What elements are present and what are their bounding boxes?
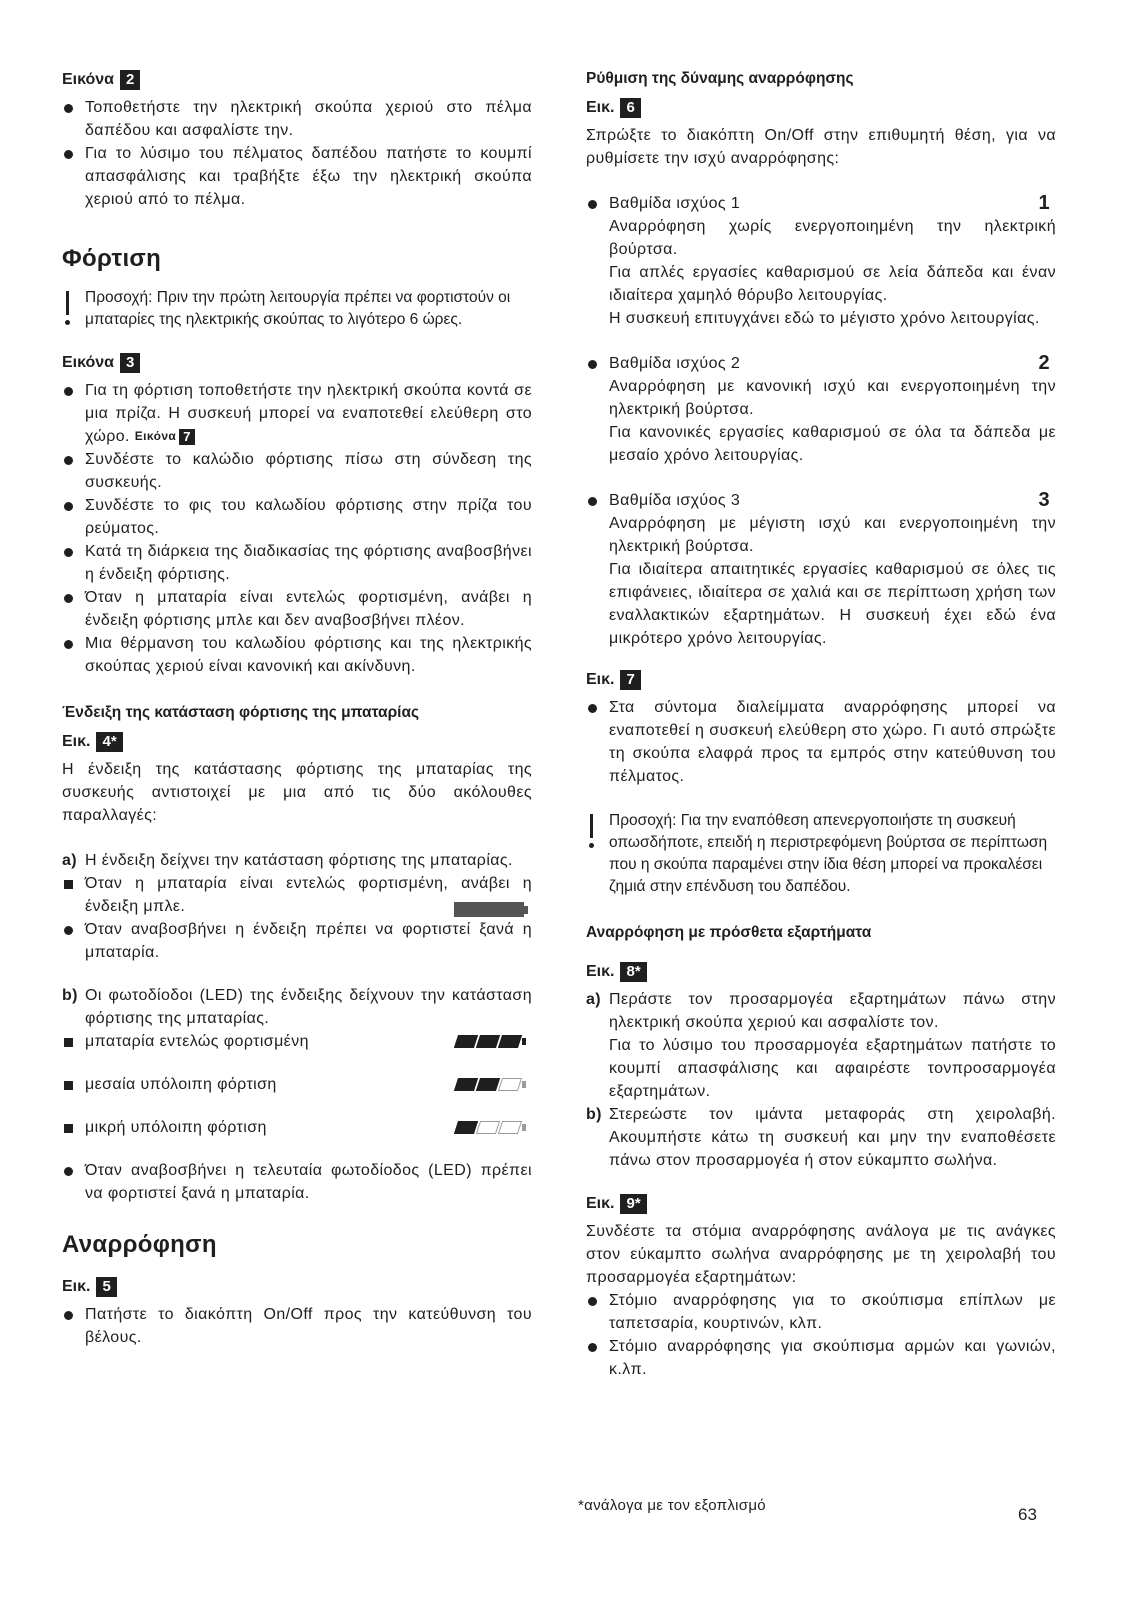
subsection-title-battery-status: Ένδειξη της κατάσταση φόρτισης της μπαταρίας (62, 704, 420, 722)
list-item: Στα σύντομα διαλείμματα αναρρόφησης μπορεί να εναποτεθεί η συσκευή ελεύθερη στο χώρο. Γι αυτό σπρώξτε τη σκούπα ελαφρά προς τα εμπρός στην κατεύθυνση του πέλματος. (586, 696, 1056, 788)
fig3-list (62, 379, 532, 678)
variant-a: a) Η ένδειξη δείχνει την κατάσταση φόρτισης της μπαταρίας. (62, 852, 513, 870)
figure-ref-9: Εικ. 9* (586, 1194, 1056, 1214)
led-level-item: μπαταρία εντελώς φορτισμένη (62, 1030, 532, 1053)
fig9-list (586, 1289, 1056, 1381)
battery-3-segment-icon (456, 1035, 526, 1048)
list-item: Για το λύσιμο του πέλματος δαπέδου πατήστε το κουμπί απασφάλισης και τραβήξτε έξω την ηλεκτρική σκούπα χεριού από το πέλμα. (62, 142, 532, 211)
variant-a-list (62, 872, 532, 964)
subsection-title-power: Ρύθμιση της δύναμης αναρρόφησης (586, 70, 854, 87)
power-level-2: Βαθμίδα ισχύος 2 2 Αναρρόφηση με κανονική ισχύ και ενεργοποιημένη την ηλεκτρική βούρτσα. Για κανονικές εργασίες καθαρισμού σε όλα τα δάπεδα με μεσαίο χρόνο λειτουργίας. (586, 352, 1056, 467)
figure-ref-5: Εικ. 5 (62, 1277, 532, 1297)
list-item: Συνδέστε το καλώδιο φόρτισης πίσω στη σύνδεση της συσκευής. (62, 448, 532, 494)
list-item: Πατήστε το διακόπτη On/Off προς την κατεύθυνση του βέλους. (62, 1303, 532, 1349)
accessory-step-a: a) Περάστε τον προσαρμογέα εξαρτημάτων πάνω στην ηλεκτρική σκούπα χεριού και ασφαλίστε τον. Για το λύσιμο του προσαρμογέα εξαρτημάτων πατήστε το κουμπί απασφάλισης και αφαιρέστε τονπροσαρμογέα εξαρτημάτων. (586, 991, 1056, 1100)
figure-ref-6: Εικ. 6 (586, 98, 1056, 118)
right-column (586, 70, 1056, 1381)
fig9-intro: Συνδέστε τα στόμια αναρρόφησης ανάλογα με τις ανάγκες στον εύκαμπτο σωλήνα αναρρόφησης με τη χειρολαβή του προσαρμογέα εξαρτημάτων: (586, 1223, 1056, 1286)
list-item: Στόμιο αναρρόφησης για το σκούπισμα επίπλων με ταπετσαρία, κουρτινών, κλπ. (586, 1289, 1056, 1335)
subsection-title-accessories: Αναρρόφηση με πρόσθετα εξαρτήματα (586, 924, 872, 941)
power-intro: Σπρώξτε το διακόπτη On/Off στην επιθυμητή θέση, για να ρυθμίσετε την ισχύ αναρρόφησης: (586, 127, 1056, 167)
power-level-3: Βαθμίδα ισχύος 3 3 Αναρρόφηση με μέγιστη ισχύ και ενεργοποιημένη την ηλεκτρική βούρτσα. Για ιδιαίτερα απαιτητικές εργασίες καθαρισμού σε όλες τις επιφάνειες, ιδιαίτερα σε χαλιά και σε περίπτωση χρήση των εναλλακτικών εξαρτημάτων. Η συσκευή έχει εδώ ένα μικρότερο χρόνο λειτουργίας. (586, 489, 1056, 650)
warning-note: Προσοχή: Για την εναπόθεση απενεργοποιήστε τη συσκευή οπωσδήποτε, επειδή η περιστρεφόμενη βούρτσα σε περίπτωση που η σκούπα παραμένει στην ίδια θέση μπορεί να προκαλέσει ζημιά στην επένδυση του δαπέδου. (586, 810, 1056, 898)
power-levels (586, 192, 1056, 650)
led-level-item: μεσαία υπόλοιπη φόρτιση (62, 1073, 532, 1096)
status-intro: Η ένδειξη της κατάστασης φόρτισης της μπαταρίας της συσκευής αντιστοιχεί με μια από τις δύο ακόλουθες παραλλαγές: (62, 761, 532, 825)
figure-ref-2: Εικόνα 2 (62, 70, 532, 90)
left-column (62, 70, 532, 1349)
list-item: Όταν αναβοσβήνει η τελευταία φωτοδίοδος (LED) πρέπει να φορτιστεί ξανά η μπαταρία. (62, 1159, 532, 1205)
list-item: Κατά τη διάρκεια της διαδικασίας της φόρτισης αναβοσβήνει η ένδειξη φόρτισης. (62, 540, 532, 586)
fig2-list (62, 96, 532, 211)
accessory-step-b: b) Στερεώστε τον ιμάντα μεταφοράς στη χειρολαβή. Ακουμπήστε κάτω τη συσκευή και μην την εναποθέσετε πάνω στον προσαρμογέα ή στον εύκαμπτο σωλήνα. (586, 1106, 1056, 1169)
section-title-charging: Φόρτιση (62, 245, 162, 272)
list-item: Τοποθετήστε την ηλεκτρική σκούπα χεριού στο πέλμα δαπέδου και ασφαλίστε την. (62, 96, 532, 142)
figure-ref-inline-7: Εικόνα 7 (135, 425, 195, 448)
variant-b: b) Οι φωτοδίοδοι (LED) της ένδειξης δείχνουν την κατάσταση φόρτισης της μπαταρίας. (62, 987, 532, 1028)
section-title-suction: Αναρρόφηση (62, 1231, 217, 1259)
list-item: Όταν η μπαταρία είναι εντελώς φορτισμένη, ανάβει η ένδειξη φόρτισης μπλε και δεν αναβοσβήνει πλέον. (62, 586, 532, 632)
figure-ref-3: Εικόνα 3 (62, 353, 532, 373)
list-item: Για τη φόρτιση τοποθετήστε την ηλεκτρική σκούπα κοντά σε μια πρίζα. Η συσκευή μπορεί να εναποτεθεί ελεύθερη στο χώρο. Εικόνα 7 (62, 379, 532, 448)
figure-ref-8: Εικ. 8* (586, 962, 1056, 982)
list-item: Όταν αναβοσβήνει η ένδειξη πρέπει να φορτιστεί ξανά η μπαταρία. (62, 918, 532, 964)
battery-full-icon (454, 902, 528, 917)
exclamation-icon (62, 287, 76, 325)
battery-2-segment-icon (456, 1078, 526, 1091)
fig5-list (62, 1303, 532, 1349)
list-item: Μια θέρμανση του καλωδίου φόρτισης και της ηλεκτρικής σκούπας χεριού είναι κανονική και ακίνδυνη. (62, 632, 532, 678)
fig7-list (586, 696, 1056, 788)
list-item: Στόμιο αναρρόφησης για σκούπισμα αρμών και γωνιών, κ.λπ. (586, 1335, 1056, 1381)
power-level-1: Βαθμίδα ισχύος 1 1 Αναρρόφηση χωρίς ενεργοποιημένη την ηλεκτρική βούρτσα. Για απλές εργασίες καθαρισμού σε λεία δάπεδα και έναν ιδιαίτερα χαμηλό θόρυβο λειτουργίας. Η συσκευή επιτυγχάνει εδώ το μέγιστο χρόνο λειτουργίας. (586, 192, 1056, 330)
list-item: Όταν η μπαταρία είναι εντελώς φορτισμένη, ανάβει η ένδειξη μπλε. (62, 872, 532, 918)
footnote: *ανάλογα με τον εξοπλισμό (578, 1497, 766, 1514)
list-item: Συνδέστε το φις του καλωδίου φόρτισης στην πρίζα του ρεύματος. (62, 494, 532, 540)
led-level-item: μικρή υπόλοιπη φόρτιση (62, 1116, 532, 1139)
led-level-list (62, 1030, 532, 1205)
figure-ref-7: Εικ. 7 (586, 670, 1056, 690)
battery-1-segment-icon (456, 1121, 526, 1134)
exclamation-icon (586, 810, 600, 848)
page-number: 63 (1018, 1505, 1037, 1524)
warning-note: Προσοχή: Πριν την πρώτη λειτουργία πρέπει να φορτιστούν οι μπαταρίες της ηλεκτρικής σκούπας το λιγότερο 6 ώρες. (62, 287, 532, 331)
figure-ref-4: Εικ. 4* (62, 732, 532, 752)
